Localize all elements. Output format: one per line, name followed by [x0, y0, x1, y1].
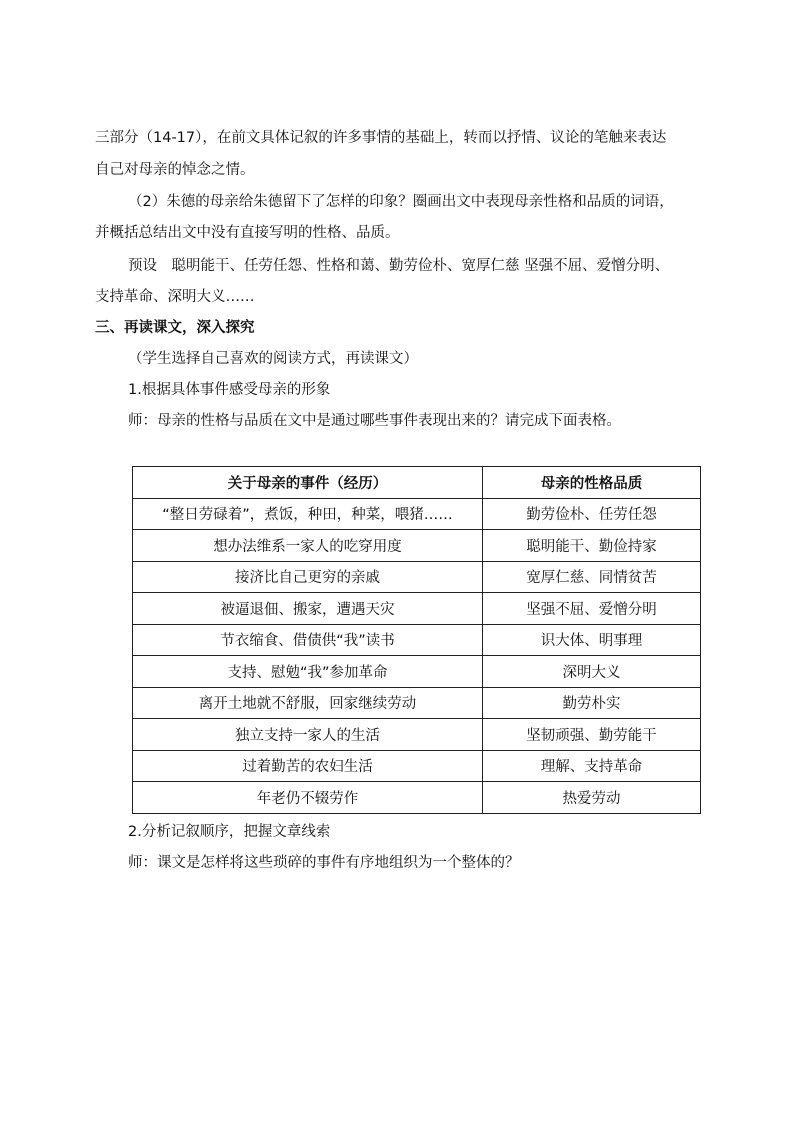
event-cell: 支持、慰勉“我”参加革命	[133, 656, 483, 688]
event-cell: “整日劳碌着”，煮饭，种田，种菜，喂猪……	[133, 498, 483, 530]
trait-cell: 理解、支持革命	[483, 750, 701, 782]
section-heading: 三、再读课文，深入探究	[95, 320, 255, 336]
mother-traits-table	[132, 466, 701, 814]
table-row	[133, 498, 701, 530]
event-cell: 离开土地就不舒服，回家继续劳动	[133, 687, 483, 719]
event-cell: 独立支持一家人的生活	[133, 719, 483, 751]
event-cell: 年老仍不辍劳作	[133, 782, 483, 814]
paragraph-line: （学生选择自己喜欢的阅读方式，再读课文）	[128, 351, 418, 367]
table-row	[133, 530, 701, 562]
trait-cell: 坚韧顽强、勤劳能干	[483, 719, 701, 751]
paragraph-line: 并概括总结出文中没有直接写明的性格、品质。	[95, 225, 400, 241]
table-row	[133, 593, 701, 625]
event-cell: 被逼退佃、搬家，遭遇天灾	[133, 593, 483, 625]
table-row	[133, 561, 701, 593]
paragraph-line: 预设 聪明能干、任劳任怨、性格和蔼、勤劳俭朴、宽厚仁慈 坚强不屈、爱憎分明、	[128, 258, 670, 274]
paragraph-line: 支持革命、深明大义……	[95, 289, 255, 305]
subheading: 1.根据具体事件感受母亲的形象	[128, 382, 331, 398]
table-row	[133, 624, 701, 656]
event-cell: 接济比自己更穷的亲戚	[133, 561, 483, 593]
table-row	[133, 687, 701, 719]
event-cell: 节衣缩食、借债供“我”读书	[133, 624, 483, 656]
table-header-row	[133, 467, 701, 499]
header-traits: 母亲的性格品质	[483, 467, 701, 499]
paragraph-line: 自己对母亲的悼念之情。	[95, 162, 255, 178]
table-row	[133, 656, 701, 688]
table-row	[133, 782, 701, 814]
paragraph-line: 师：课文是怎样将这些琐碎的事件有序地组织为一个整体的？	[128, 855, 520, 871]
table-row	[133, 719, 701, 751]
trait-cell: 深明大义	[483, 656, 701, 688]
paragraph-line: 三部分（14-17），在前文具体记叙的许多事情的基础上，转而以抒情、议论的笔触来表达	[95, 130, 667, 146]
trait-cell: 勤劳俭朴、任劳任怨	[483, 498, 701, 530]
trait-cell: 勤劳朴实	[483, 687, 701, 719]
event-cell: 过着勤苦的农妇生活	[133, 750, 483, 782]
trait-cell: 宽厚仁慈、同情贫苦	[483, 561, 701, 593]
trait-cell: 热爱劳动	[483, 782, 701, 814]
header-events: 关于母亲的事件（经历）	[133, 467, 483, 499]
paragraph-line: 师：母亲的性格与品质在文中是通过哪些事件表现出来的？请完成下面表格。	[128, 413, 621, 429]
paragraph-line: （2）朱德的母亲给朱德留下了怎样的印象？圈画出文中表现母亲性格和品质的词语，	[128, 194, 674, 210]
event-cell: 想办法维系一家人的吃穿用度	[133, 530, 483, 562]
trait-cell: 坚强不屈、爱憎分明	[483, 593, 701, 625]
table-row	[133, 750, 701, 782]
trait-cell: 识大体、明事理	[483, 624, 701, 656]
trait-cell: 聪明能干、勤俭持家	[483, 530, 701, 562]
subheading: 2.分析记叙顺序，把握文章线索	[128, 824, 331, 840]
